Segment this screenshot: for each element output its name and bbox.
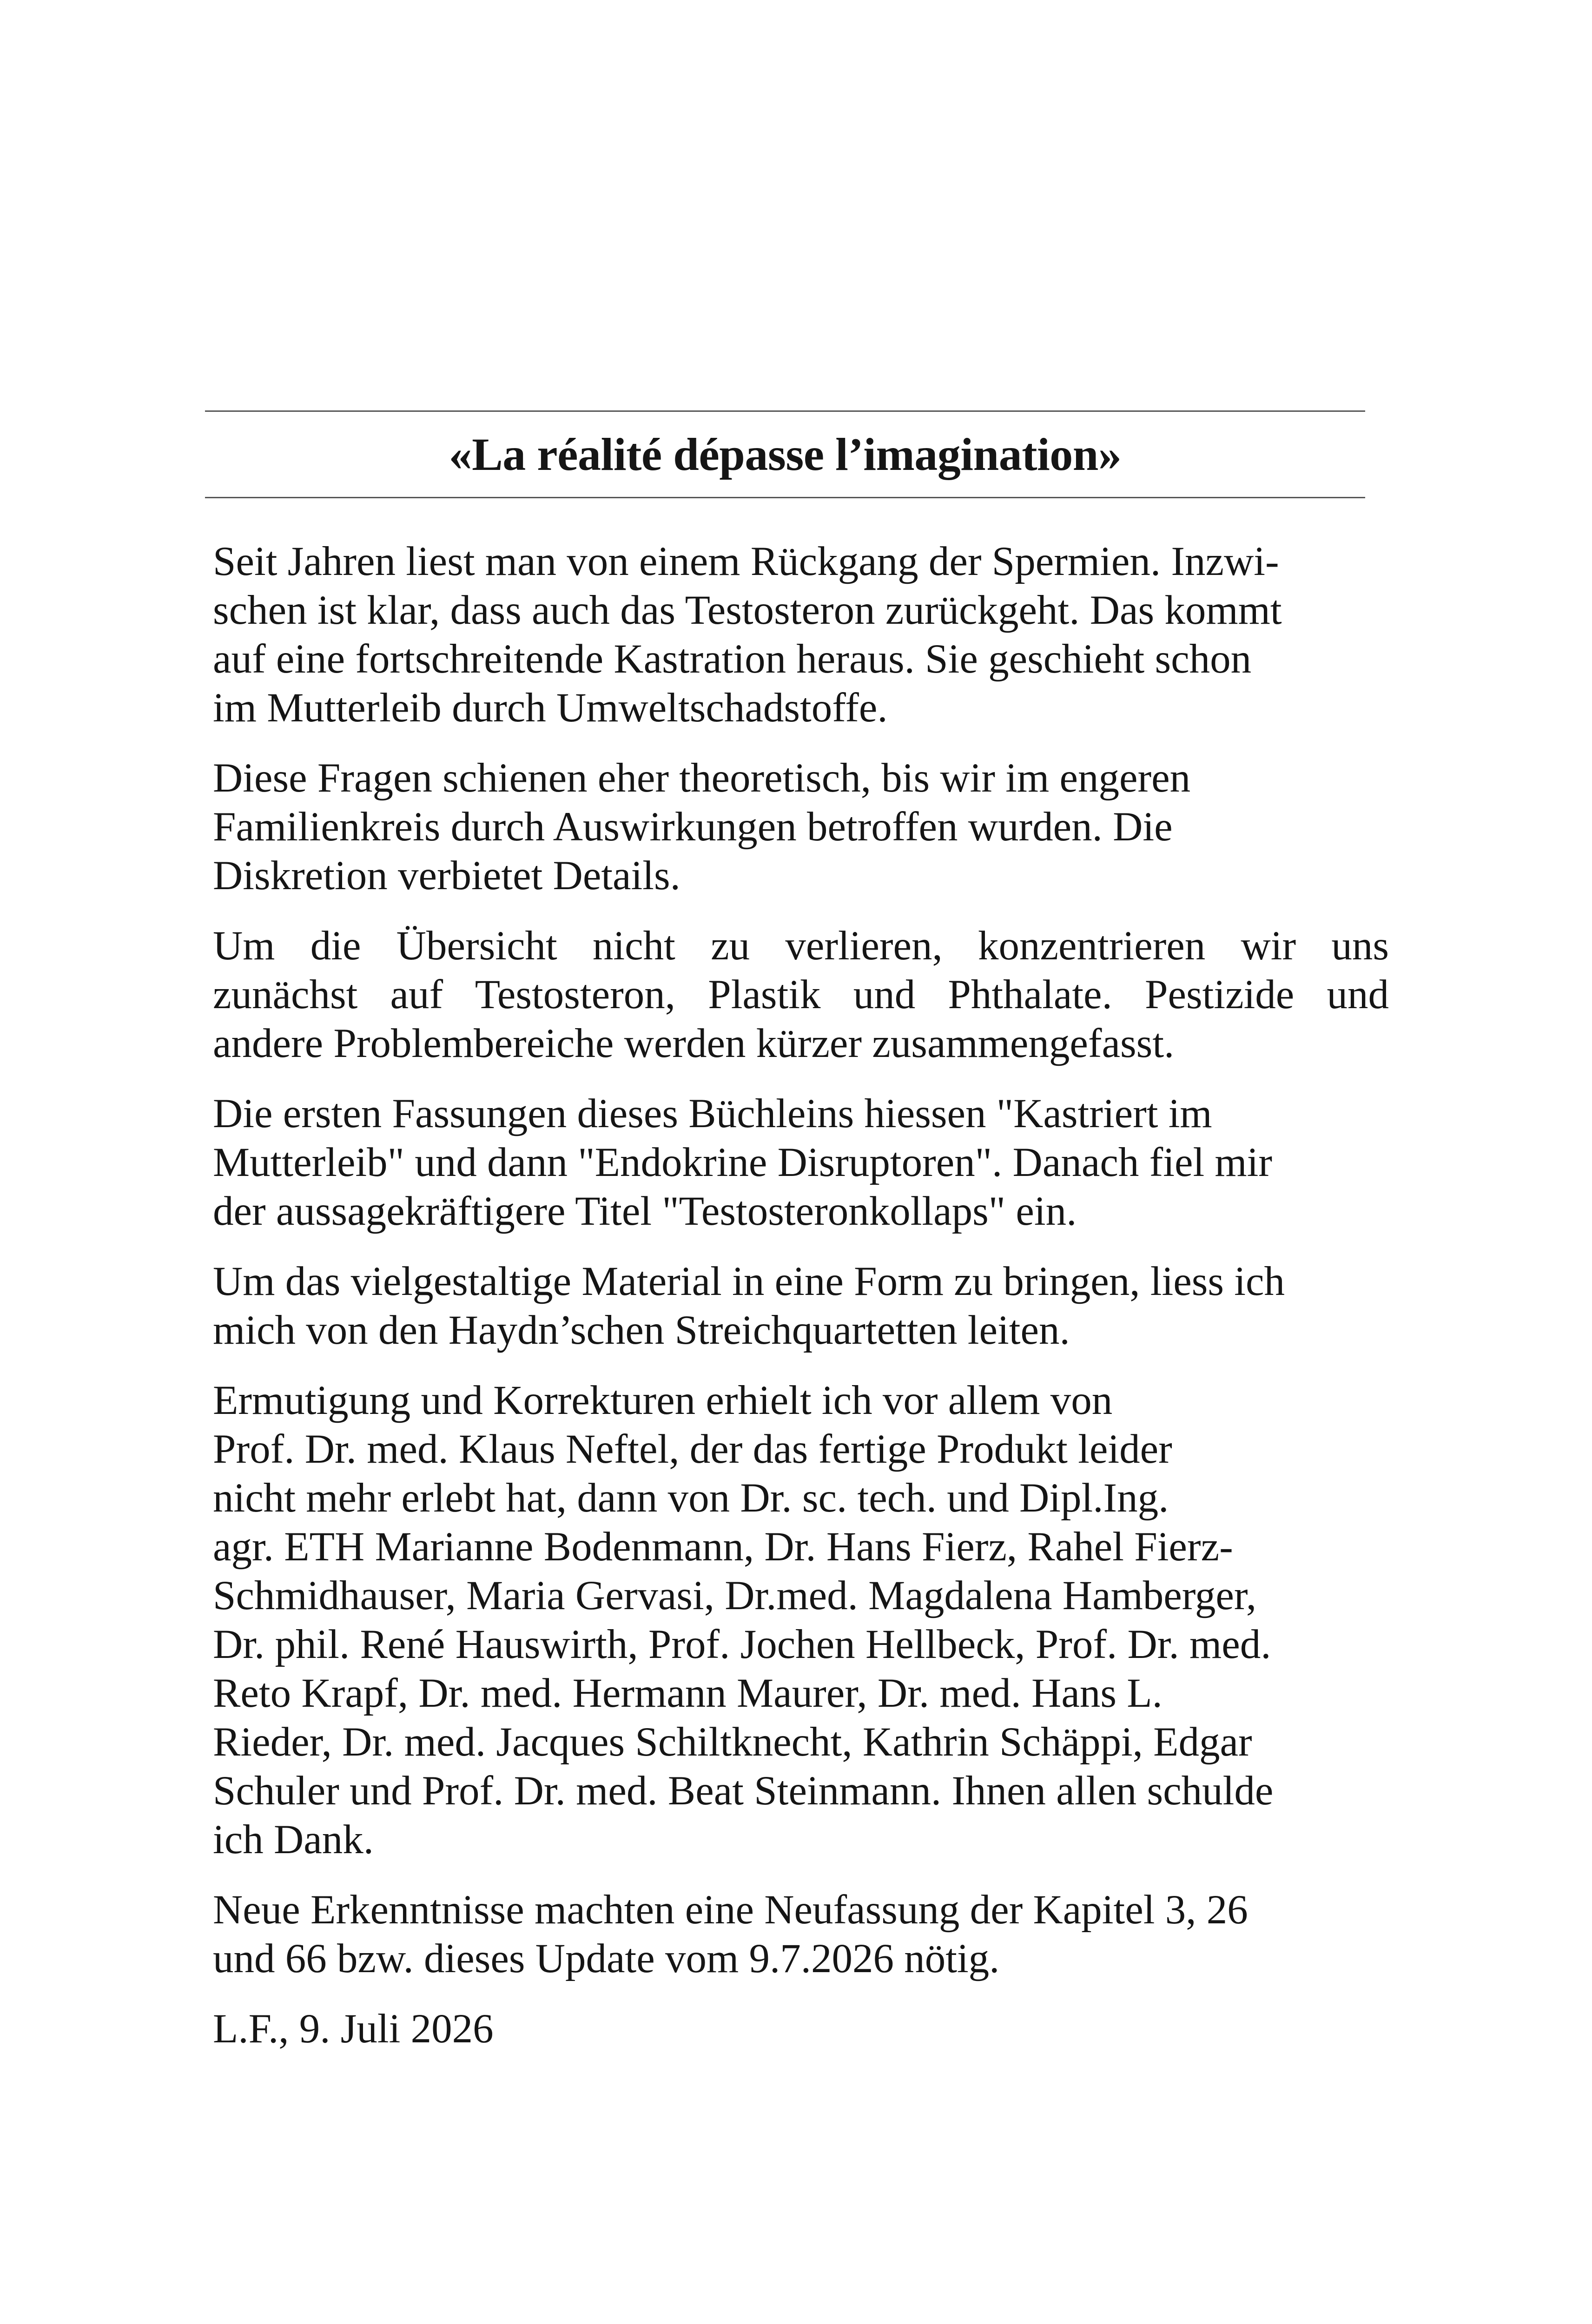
text-line: Rieder, Dr. med. Jacques Schiltknecht, Kathrin Schäppi, Edgar [213, 1719, 1252, 1765]
text-line: Seit Jahren liest man von einem Rückgang der Spermien. Inzwi- [213, 539, 1279, 584]
text-line: agr. ETH Marianne Bodenmann, Dr. Hans Fierz, Rahel Fierz- [213, 1524, 1233, 1570]
text-line: Schuler und Prof. Dr. med. Beat Steinmann. Ihnen allen schulde [213, 1768, 1274, 1814]
page-title: «La réalité dépasse l’imagination» [449, 429, 1122, 480]
text-line: Um das vielgestaltige Material in eine Form zu bringen, liess ich [213, 1259, 1285, 1304]
text-line: Prof. Dr. med. Klaus Neftel, der das fertige Produkt leider [213, 1426, 1172, 1472]
text-line: mich von den Haydn’schen Streichquartetten leiten. [213, 1307, 1070, 1353]
text-line: der aussagekräftigere Titel "Testosteronkollaps" ein. [213, 1188, 1077, 1234]
paragraph-haydn [213, 1257, 1389, 1355]
text-line: im Mutterleib durch Umweltschadstoffe. [213, 685, 888, 731]
text-line: Dr. phil. René Hauswirth, Prof. Jochen Hellbeck, Prof. Dr. med. [213, 1622, 1271, 1667]
paragraph-overview [213, 922, 1389, 1068]
text-line: Die ersten Fassungen dieses Büchleins hiessen "Kastriert im [213, 1091, 1212, 1136]
text-line: nicht mehr erlebt hat, dann von Dr. sc. tech. und Dipl.Ing. [213, 1475, 1169, 1521]
paragraph-titles [213, 1089, 1389, 1236]
title-bottom-rule [205, 497, 1365, 498]
text-line: schen ist klar, dass auch das Testosteron zurückgeht. Das kommt [213, 588, 1282, 633]
text-line: Ermutigung und Korrekturen erhielt ich vor allem von [213, 1378, 1113, 1423]
text-line: und 66 bzw. dieses Update vom 9.7.2026 nötig. [213, 1936, 1000, 1981]
text-line: Schmidhauser, Maria Gervasi, Dr.med. Magdalena Hamberger, [213, 1573, 1257, 1618]
text-line: Diese Fragen schienen eher theoretisch, bis wir im engeren [213, 755, 1191, 801]
text-line: L.F., 9. Juli 2026 [213, 2006, 494, 2052]
text-line: ich Dank. [213, 1817, 374, 1862]
paragraph-intro [213, 537, 1389, 733]
paragraph-family [213, 754, 1389, 900]
text-line: Mutterleib" und dann "Endokrine Disruptoren". Danach fiel mir [213, 1140, 1273, 1185]
text-line: auf eine fortschreitende Kastration heraus. Sie geschieht schon [213, 636, 1252, 682]
text-line: andere Problembereiche werden kürzer zusammengefasst. [213, 1021, 1175, 1066]
title-top-rule [205, 410, 1365, 412]
body-text [213, 537, 1389, 2075]
paragraph-update [213, 1886, 1389, 1983]
text-line: Reto Krapf, Dr. med. Hermann Maurer, Dr. med. Hans L. [213, 1670, 1163, 1716]
text-line: zunächst auf Testosteron, Plastik und Phthalate. Pestizide und [213, 972, 1389, 1017]
paragraph-acknowledgements [213, 1376, 1389, 1864]
text-line: Diskretion verbietet Details. [213, 853, 680, 898]
text-line: Neue Erkenntnisse machten eine Neufassung der Kapitel 3, 26 [213, 1887, 1248, 1933]
text-line: Familienkreis durch Auswirkungen betroffen wurden. Die [213, 804, 1173, 850]
signature-date [213, 2005, 1389, 2053]
text-line: Um die Übersicht nicht zu verlieren, konzentrieren wir uns [213, 923, 1389, 969]
